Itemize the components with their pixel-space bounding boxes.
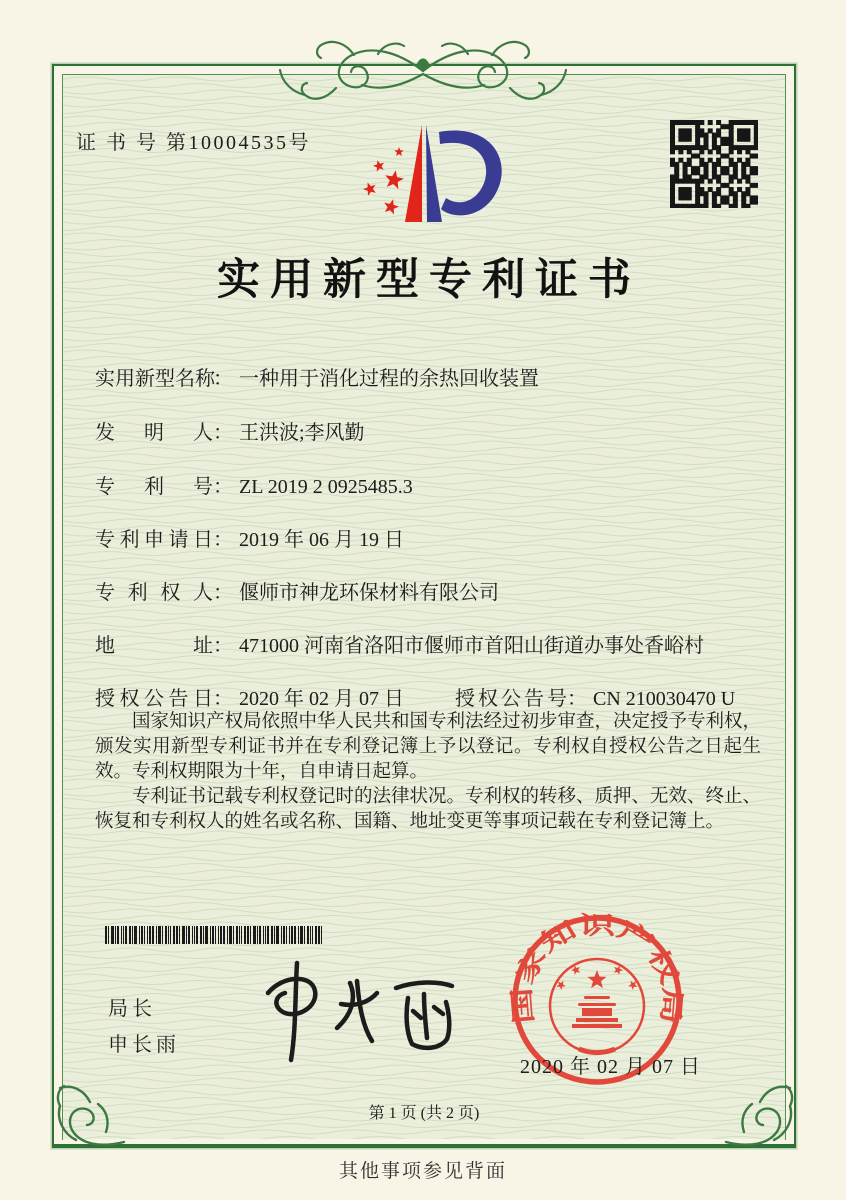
field-label: 发明人 [95,422,213,444]
field-colon: ： [213,529,233,551]
bottom-left-corner-flourish [46,1078,130,1162]
field-row-address [95,629,704,658]
field-label: 地址 [95,635,213,657]
field-row-inventors [95,416,365,445]
top-border-ornament [278,34,568,106]
certificate-title: 实用新型专利证书 [217,257,641,304]
field-label: 实用新型名称 [95,368,215,390]
national-emblem-icon [550,959,644,1053]
cnipa-patent-logo-icon [337,104,519,236]
field-colon: ： [213,368,233,390]
director-title: 局长 [108,998,156,1020]
field-label: 专利申请日 [95,529,213,551]
grant-number-group [455,682,735,711]
field-colon: ： [213,422,233,444]
field-row-grant [95,682,795,711]
seal-date: 2020 年 02 月 07 日 [520,1056,701,1078]
barcode [105,926,325,944]
field-colon: ： [567,688,587,710]
field-label: 专利号 [95,476,213,498]
field-value: 偃师市神龙环保材料有限公司 [239,582,499,604]
field-label: 专利权人 [95,582,213,604]
field-row-patent-number [95,470,413,499]
svg-text:国家知识产权局 [508,912,686,1025]
field-value: 一种用于消化过程的余热回收装置 [239,368,539,390]
bottom-right-corner-flourish [720,1078,804,1162]
field-label: 授权公告号 [455,688,567,710]
field-value: 王洪波;李风勤 [239,422,365,444]
legal-paragraph-1: 国家知识产权局依照中华人民共和国专利法经过初步审查，决定授予专利权，颁发实用新型专利证书并在专利登记簿上予以登记。专利权自授权公告之日起生效。专利权期限为十年，自申请日起算。 [95,712,762,782]
back-side-note: 其他事项参见背面 [338,1161,507,1182]
legal-paragraph-2: 专利证书记载专利权登记时的法律状况。专利权的转移、质押、无效、终止、恢复和专利权人的姓名或名称、国籍、地址变更等事项记载在专利登记簿上。 [95,787,762,832]
certificate-number: 证 书 号 第10004535号 [76,132,311,154]
field-row-filing-date [95,523,404,552]
field-value: ZL 2019 2 0925485.3 [239,476,413,498]
field-label: 授权公告日 [95,688,213,710]
legal-text-block [95,710,761,835]
field-value: 2019 年 06 月 19 日 [239,529,404,551]
page-indicator: 第 1 页 (共 2 页) [368,1105,480,1122]
seal-text: 国家知识产权局 [509,912,686,1025]
field-colon: ： [213,635,233,657]
grant-date-value: 2020 年 02 月 07 日 [239,688,404,710]
grant-number-value: CN 210030470 U [593,688,736,710]
qr-code [670,120,758,208]
field-value: 471000 河南省洛阳市偃师市首阳山街道办事处香峪村 [239,635,704,657]
field-colon: ： [213,476,233,498]
field-row-utility-model-name [95,362,539,391]
field-row-patentee [95,576,499,605]
director-signature [238,955,468,1070]
director-name: 申长雨 [108,1034,180,1056]
field-colon: ： [213,688,233,710]
field-colon: ： [213,582,233,604]
